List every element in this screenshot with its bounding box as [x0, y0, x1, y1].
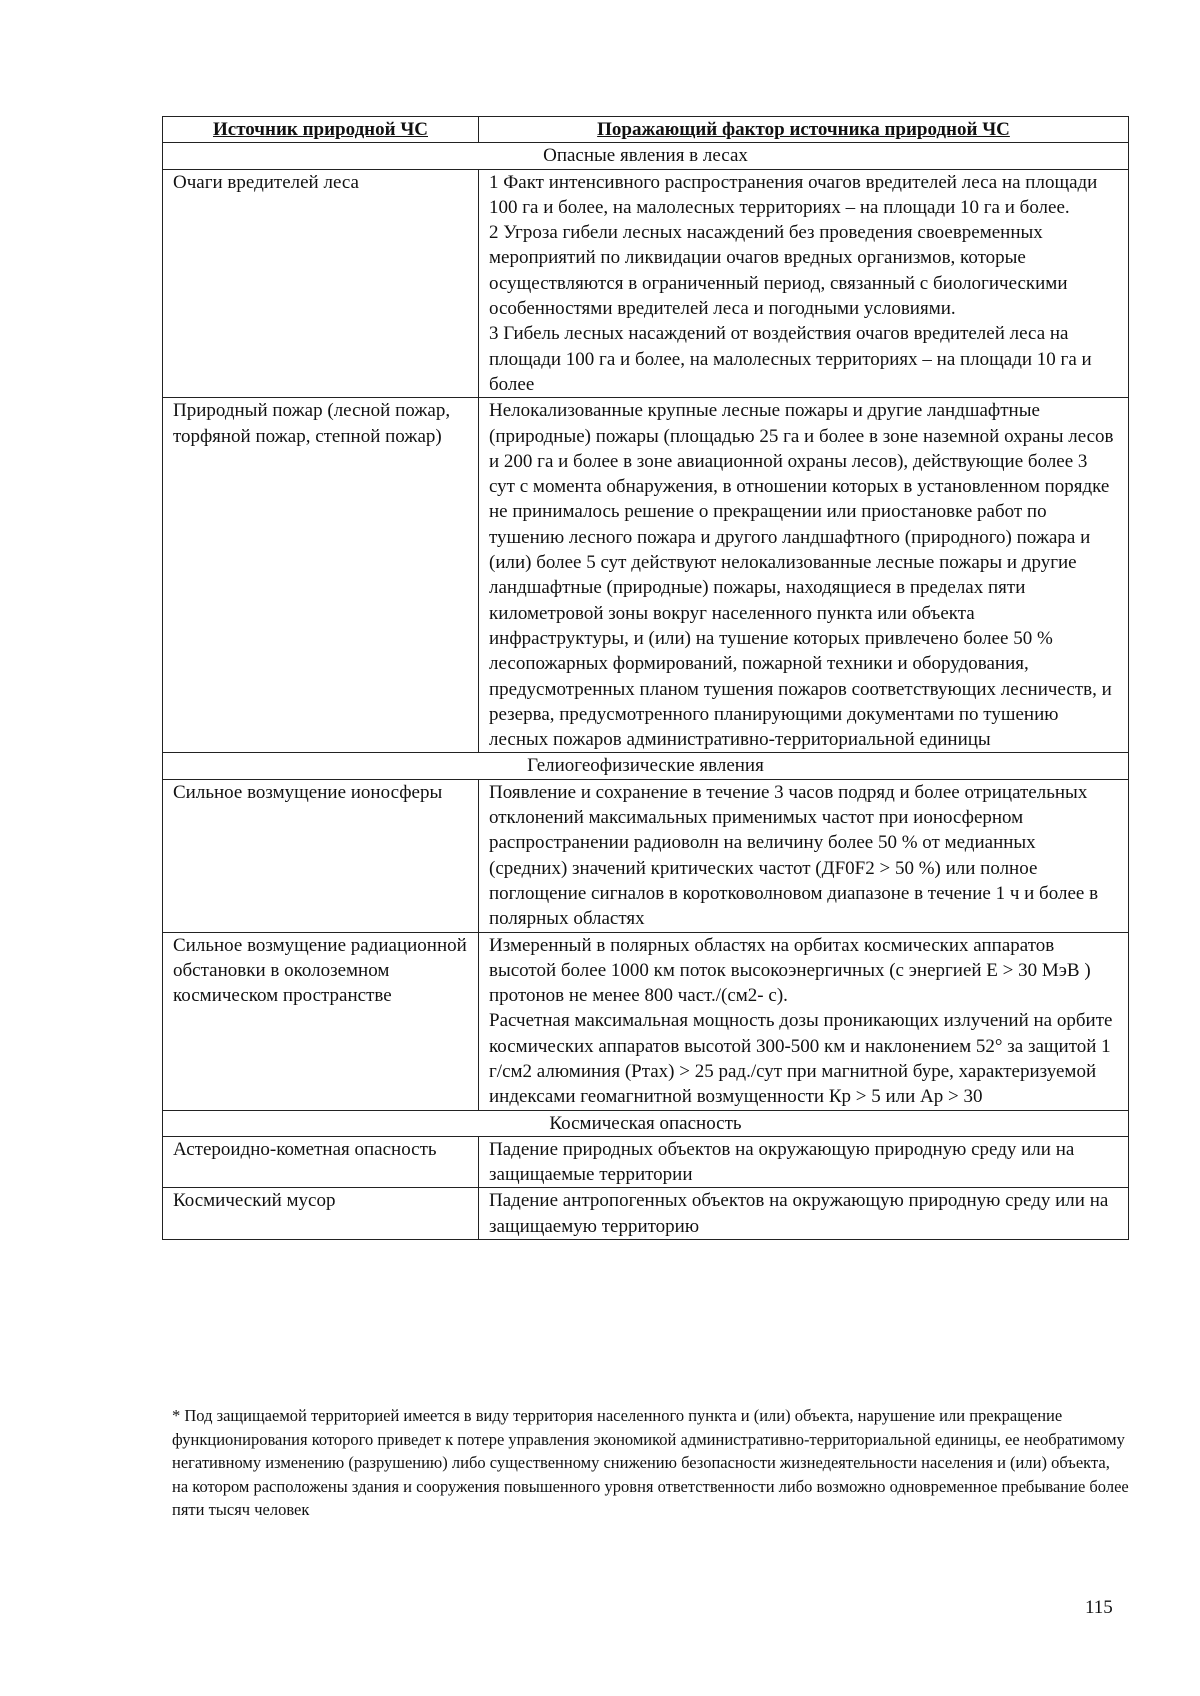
header-factor: Поражающий фактор источника природной ЧС [479, 117, 1129, 143]
factor-cell [479, 932, 1129, 1110]
footnote: * Под защищаемой территорией имеется в виду территория населенного пункта и (или) объекта, нарушение или прекращение функционирования которого приведет к потере управления экономикой административно-территориальной единицы, ее необратимому негативному изменению (разрушению) либо существенному снижению безопасности жизнедеятельности населения и (или) объекта, на котором расположены здания и сооружения повышенного уровня ответственности либо возможно одновременное пребывание более пяти тысяч человек [172, 1406, 1129, 1519]
section-title: Космическая опасность [163, 1110, 1129, 1136]
table-row [163, 779, 1129, 932]
factor-paragraph: Расчетная максимальная мощность дозы проникающих излучений на орбите космических аппаратов высотой 300-500 км и наклонением 52° за защитой 1 г/см2 алюминия (Ртах) > 25 рад./сут при магнитной буре, характеризуемой индексами геомагнитной возмущенности Кр > 5 или Ар > 30 [489, 1010, 1113, 1108]
section-row [163, 143, 1129, 169]
table-row [163, 1136, 1129, 1188]
emergency-sources-table [162, 116, 1129, 1240]
source-cell: Космический мусор [163, 1188, 479, 1240]
factor-paragraph: Падение антропогенных объектов на окружающую природную среду или на защищаемую территорию [489, 1190, 1109, 1237]
source-cell: Сильное возмущение радиационной обстановки в околоземном космическом пространстве [163, 932, 479, 1110]
header-source: Источник природной ЧС [163, 117, 479, 143]
factor-cell [479, 398, 1129, 753]
section-row [163, 1110, 1129, 1136]
table-body [163, 143, 1129, 1240]
table-header-row [163, 117, 1129, 143]
factor-cell [479, 1136, 1129, 1188]
factor-paragraph: Нелокализованные крупные лесные пожары и другие ландшафтные (природные) пожары (площадью 25 га и более в зоне наземной охраны лесов и 200 га и более в зоне авиационной охраны лесов), действующие более 3 сут с момента обнаружения, в отношении которых в установленном порядке не принималось решение о прекращении или приостановке работ по тушению лесного пожара и другого ландшафтного (природного) пожара и (или) более 5 сут действуют нелокализованные лесные пожары и другие ландшафтные (природные) пожары, находящиеся в пределах пяти километровой зоны вокруг населенного пункта или объекта инфраструктуры, и (или) на тушение которых привлечено более 50 % лесопожарных формирований, пожарной техники и оборудования, предусмотренных планом тушения пожаров соответствующих лесничеств, и резерва, предусмотренного планирующими документами по тушению лесных пожаров административно-территориальной единицы [489, 400, 1114, 751]
section-title: Опасные явления в лесах [163, 143, 1129, 169]
factor-paragraph: 3 Гибель лесных насаждений от воздействия очагов вредителей леса на площади 100 га и более, на малолесных территориях – на площади 10 га и более [489, 323, 1092, 395]
page-number: 115 [1085, 1597, 1113, 1618]
factor-paragraph: Падение природных объектов на окружающую природную среду или на защищаемые территории [489, 1138, 1075, 1186]
source-cell: Очаги вредителей леса [163, 169, 479, 398]
factor-paragraph: Измеренный в полярных областях на орбитах космических аппаратов высотой более 1000 км поток высокоэнергичных (с энергией Е > 30 МэВ ) протонов не менее 800 част./(см2- с). [489, 934, 1091, 1007]
factor-paragraph: Появление и сохранение в течение 3 часов подряд и более отрицательных отклонений максимальных применимых частот при ионосферном распространении радиоволн на величину более 50 % от медианных (средних) значений критических частот (ДF0F2 > 50 %) или полное поглощение сигналов в коротковолновом диапазоне в течение 1 ч и более в полярных областях [489, 781, 1099, 930]
factor-cell [479, 1188, 1129, 1240]
section-row [163, 753, 1129, 779]
factor-paragraph: 2 Угроза гибели лесных насаждений без проведения своевременных мероприятий по ликвидации очагов вредных организмов, которые осуществляются в ограниченный период, связанный с биологическими особенностями вредителей леса и погодными условиями. [489, 222, 1068, 320]
factor-cell [479, 169, 1129, 398]
table-row [163, 169, 1129, 398]
factor-paragraph: 1 Факт интенсивного распространения очагов вредителей леса на площади 100 га и более, на малолесных территориях – на площади 10 га и более. [489, 171, 1098, 218]
table-row [163, 932, 1129, 1110]
section-title: Гелиогеофизические явления [163, 753, 1129, 779]
factor-cell [479, 779, 1129, 932]
table-row [163, 398, 1129, 753]
source-cell: Астероидно-кометная опасность [163, 1136, 479, 1188]
source-cell: Природный пожар (лесной пожар, торфяной пожар, степной пожар) [163, 398, 479, 753]
table-row [163, 1188, 1129, 1240]
source-cell: Сильное возмущение ионосферы [163, 779, 479, 932]
